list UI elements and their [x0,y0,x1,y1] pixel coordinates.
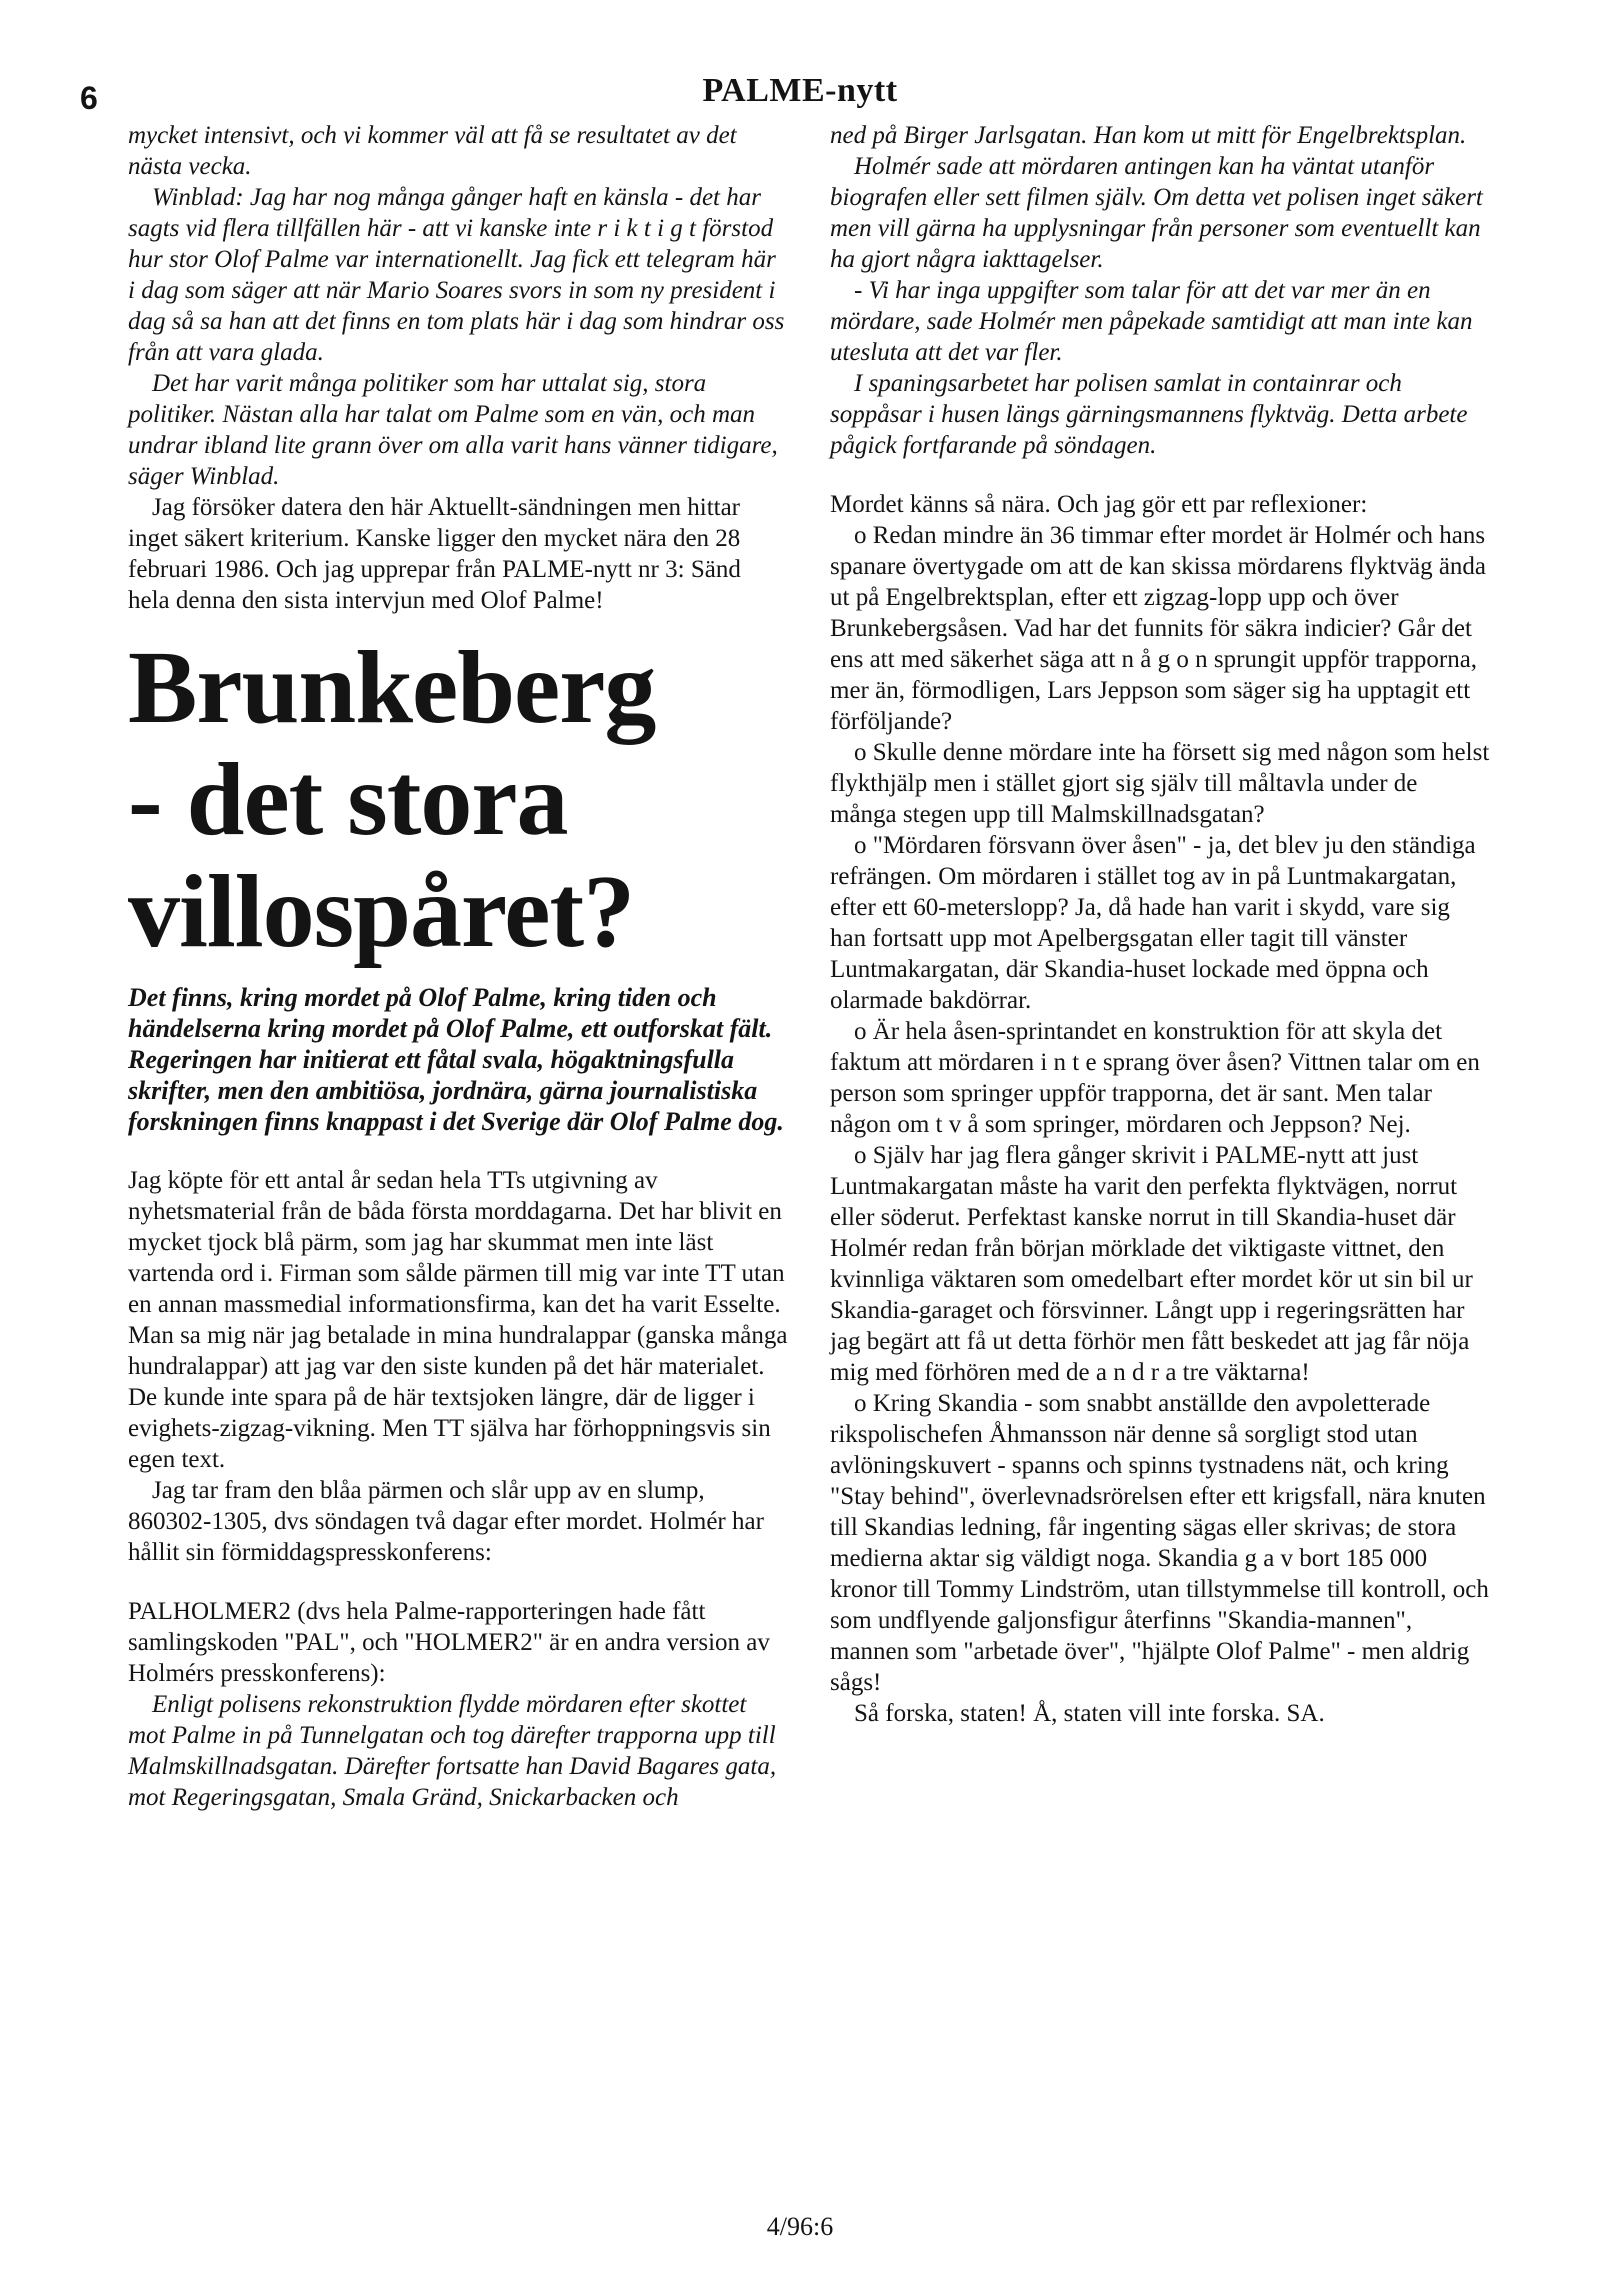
reflection-item: o Själv har jag flera gånger skrivit i PALME-nytt att just Luntmakargatan måste ha varit den perfekta flyktvägen, norrut eller söderut. Perfektast kanske norrut in till Skandia-huset där Holmér redan från början mörklade det viktigaste vittnet, den kvinnliga väktaren som omedelbart efter mordet kör ut sin bil ur Skandia-garaget och försvinner. Långt upp i regeringsrätten har jag begärt att få ut detta förhör men fått beskedet att jag får nöja mig med förhören med de a n d r a tre väktarna! [830,1142,1473,1386]
article-headline [128,632,788,968]
quoted-dispatch: ned på Birger Jarlsgatan. Han kom ut mitt för Engelbrektsplan. [830,122,1467,149]
quoted-dispatch: I spaningsarbetet har polisen samlat in containrar och soppåsar i husen längs gärningsmannens flyktväg. Detta arbete pågick fortfarande på söndagen. [830,370,1468,459]
dating-paragraph: Jag försöker datera den här Aktuellt-sändningen men hittar inget säkert kriterium. Kanske ligger den mycket nära den 28 februari 1986. Och jag upprepar från PALME-nytt nr 3: Sänd hela denna den sista intervjun med Olof Palme! [128,494,741,614]
headline-line: - det stora [128,742,568,857]
closing-line: Så forska, staten! Å, staten vill inte forska. SA. [854,1700,1325,1727]
reflection-item: o Är hela åsen-sprintandet en konstruktion för att skyla det faktum att mördaren i n t e sprang över åsen? Vittnen talar om en person som springer uppför trapporna, det är sant. Men talar någon om t v å som springer, mördaren och Jeppson? Nej. [830,1018,1480,1138]
masthead-title: PALME-nytt [702,72,898,109]
reflection-item: o Skulle denne mördare inte ha försett sig med någon som helst flykthjälp men i stället gjort sig själv till måltavla under de många stegen upp till Malmskillnadsgatan? [830,739,1490,828]
lead-paragraph: Det finns, kring mordet på Olof Palme, kring tiden och händelserna kring mordet på Olof Palme, ett outforskat fält. [128,983,773,1043]
lead-paragraph: Regeringen har initierat ett fåtal svala, högaktningsfulla skrifter, men den ambitiösa, jordnära, gärna journalistiska forskningen finns knappast i det Sverige där Olof Palme dog. [128,1045,784,1136]
interview-paragraph: mycket intensivt, och vi kommer väl att få se resultatet av det nästa vecka. [128,122,737,180]
body-paragraph: Jag tar fram den blåa pärmen och slår upp av en slump, 860302-1305, dvs söndagen två dagar efter mordet. Holmér har hållit sin förmiddagspresskonferens: [128,1477,764,1566]
quoted-dispatch: Holmér sade att mördaren antingen kan ha väntat utanför biografen eller sett filmen själv. Om detta vet polisen inget säkert men vill gärna ha upplysningar från personer som eventuellt kan ha gjort några iakttagelser. [830,153,1483,273]
reflection-item: o Redan mindre än 36 timmar efter mordet är Holmér och hans spanare övertygade om att de kan skissa mördarens flyktväg ända ut på Engelbrektsplan, efter ett zigzag-lopp upp och över Brunkebergsåsen. Vad har det funnits för säkra indicier? Går det ens att med säkerhet säga att n å g o n sprungit uppför trapporna, mer än, förmodligen, Lars Jeppson som säger sig ha upptagit ett förföljande? [830,522,1487,735]
page-number: 6 [80,80,98,116]
body-paragraph: Mordet känns så nära. Och jag gör ett par reflexioner: [830,491,1368,518]
headline-line: villospåret? [128,854,635,969]
left-column [128,120,788,1813]
interview-paragraph: Det har varit många politiker som har uttalat sig, stora politiker. Nästan alla har talat om Palme som en vän, och man undrar ibland lite grann över om alla varit hans vänner tidigare, säger Winblad. [128,370,778,490]
reflection-item: o Kring Skandia - som snabbt anställde den avpoletterade rikspolischefen Åhmansson när denne så sorgligt stod utan avlöningskuvert - spanns och spinns tystnadens nät, och kring "Stay behind", överlevnadsrörelsen efter ett krigsfall, nära knuten till Skandias ledning, får ingenting sägas eller skrivas; de stora medierna aktar sig väldigt noga. Skandia g a v bort 185 000 kronor till Tommy Lindström, utan tillstymmelse till kontroll, och som undflyende galjonsfigur återfinns "Skandia-mannen", mannen som "arbetade över", "hjälpte Olof Palme" - men aldrig sågs! [830,1390,1489,1696]
body-paragraph: Jag köpte för ett antal år sedan hela TTs utgivning av nyhetsmaterial från de båda första morddagarna. Det har blivit en mycket tjock blå pärm, som jag har skummat men inte läst vartenda ord i. Firman som sålde pärmen till mig var inte TT utan en annan massmedial informationsfirma, kan det ha varit Esselte. Man sa mig när jag betalade in mina hundralappar (ganska många hundralappar) att jag var den siste kunden på det här materialet. De kunde inte spara på de här textsjoken längre, där de ligger i evighets-zigzag-vikning. Men TT själva har förhoppningsvis sin egen text. [128,1167,788,1473]
body-paragraph: PALHOLMER2 (dvs hela Palme-rapporteringen hade fått samlingskoden "PAL", och "HOLMER2" är en andra version av Holmérs presskonferens): [128,1598,770,1687]
issue-reference: 4/96:6 [766,2212,834,2241]
right-column [830,120,1490,1729]
article-lead [128,982,788,1137]
headline-line: Brunkeberg [128,630,656,745]
quoted-dispatch: Enligt polisens rekonstruktion flydde mördaren efter skottet mot Palme in på Tunnelgatan och tog därefter trapporna upp till Malmskillnadsgatan. Därefter fortsatte han David Bagares gata, mot Regeringsgatan, Smala Gränd, Snickarbacken och [128,1691,777,1811]
reflection-item: o "Mördaren försvann över åsen" - ja, det blev ju den ständiga refrängen. Om mördaren i stället tog av in på Luntmakargatan, efter ett 60-meterslopp? Ja, då hade han varit i skydd, vare sig han fortsatt upp mot Apelbergsgatan eller tagit till vänster Luntmakargatan, där Skandia-huset lockade med öppna och olarmade bakdörrar. [830,832,1476,1014]
interview-paragraph: Winblad: Jag har nog många gånger haft en känsla - det har sagts vid flera tillfällen här - att vi kanske inte r i k t i g t förstod hur stor Olof Palme var internationellt. Jag fick ett telegram här i dag som säger att när Mario Soares svors in som ny president i dag så sa han att det finns en tom plats här i dag som hindrar oss från att vara glada. [128,184,785,366]
quoted-dispatch: - Vi har inga uppgifter som talar för att det var mer än en mördare, sade Holmér men påpekade samtidigt att man inte kan utesluta att det var fler. [830,277,1473,366]
